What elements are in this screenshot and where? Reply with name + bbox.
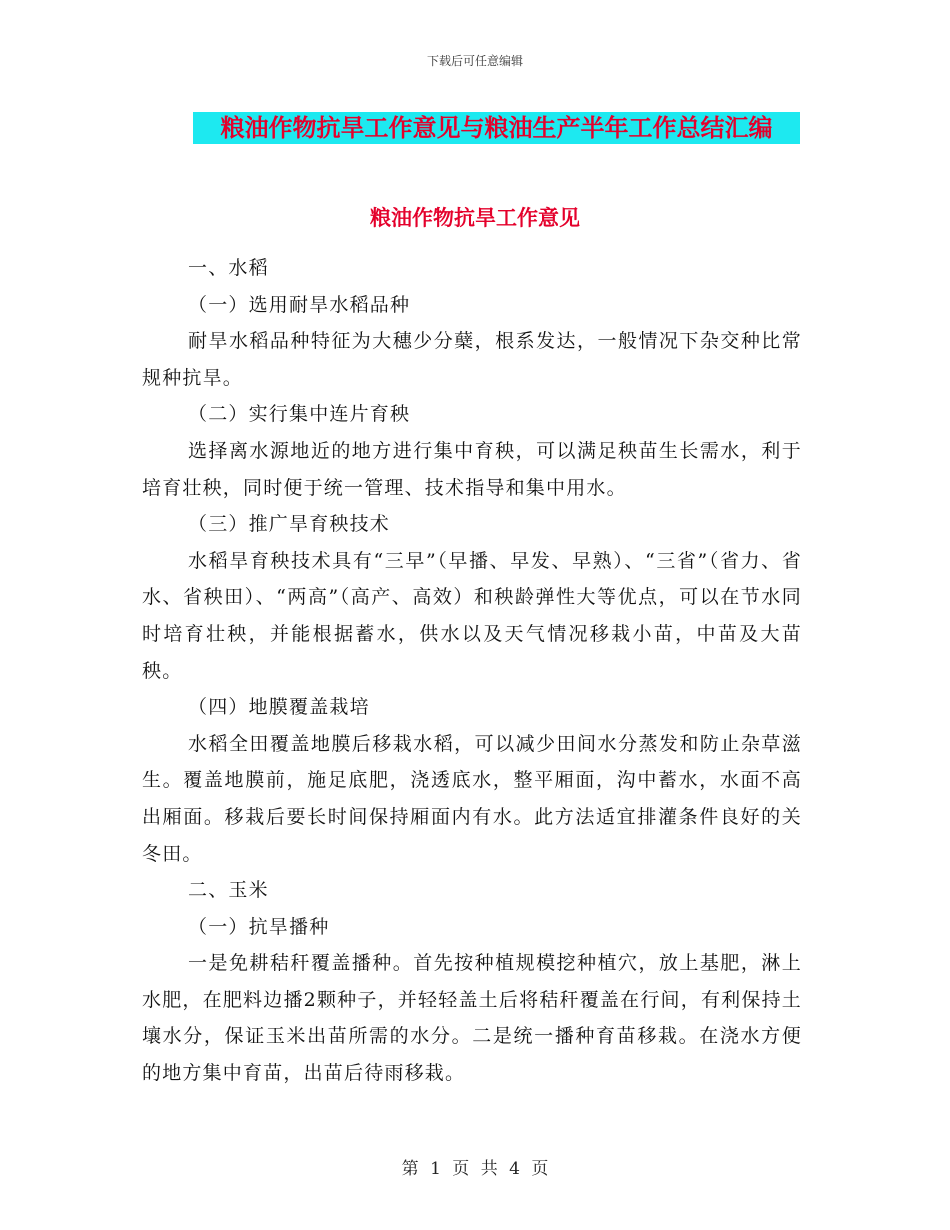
- page-number-footer: 第 1 页 共 4 页: [401, 1159, 549, 1179]
- section-title: 粮油作物抗旱工作意见: [370, 206, 580, 230]
- heading-corn: 二、玉米: [188, 879, 269, 902]
- document-body: [142, 250, 802, 1092]
- subheading-rice-variety: （一）选用耐旱水稻品种: [188, 293, 411, 316]
- paragraph-rice-variety: 耐旱水稻品种特征为大穗少分蘖，根系发达，一般情况下杂交种比常规种抗旱。: [142, 330, 802, 389]
- subheading-dry-nursery: （三）推广旱育秧技术: [188, 513, 391, 536]
- heading-rice: 一、水稻: [188, 257, 269, 279]
- subheading-film-mulch: （四）地膜覆盖栽培: [188, 696, 370, 719]
- paragraph-rice-nursery: 选择离水源地近的地方进行集中育秧，可以满足秧苗生长需水，利于培育壮秧，同时便于统一管理、技术指导和集中用水。: [142, 439, 802, 499]
- paragraph-film-mulch: 水稻全田覆盖地膜后移栽水稻，可以减少田间水分蒸发和防止杂草滋生。覆盖地膜前，施足底肥，浇透底水，整平厢面，沟中蓄水，水面不高出厢面。移栽后要长时间保持厢面内有水。此方法适宜排灌条件良好的关冬田。: [142, 732, 802, 865]
- page-header-note: 下载后可任意编辑: [426, 54, 523, 68]
- paragraph-dry-nursery: 水稻旱育秧技术具有“三早”（早播、早发、早熟）、“三省”（省力、省水、省秧田）、“两高”（高产、高效）和秧龄弹性大等优点，可以在节水同时培育壮秧，并能根据蓄水，供水以及天气情况移栽小苗，中苗及大苗秧。: [142, 549, 802, 682]
- paragraph-corn-sowing: 一是免耕秸秆覆盖播种。首先按种植规模挖种植穴，放上基肥，淋上水肥，在肥料边播2颗种子，并轻轻盖土后将秸秆覆盖在行间，有利保持土壤水分，保证玉米出苗所需的水分。二是统一播种育苗移栽。在浇水方便的地方集中育苗，出苗后待雨移栽。: [142, 952, 802, 1085]
- document-main-title: 粮油作物抗旱工作意见与粮油生产半年工作总结汇编: [220, 114, 773, 142]
- subheading-rice-nursery: （二）实行集中连片育秧: [188, 403, 411, 426]
- subheading-corn-sowing: （一）抗旱播种: [188, 915, 330, 938]
